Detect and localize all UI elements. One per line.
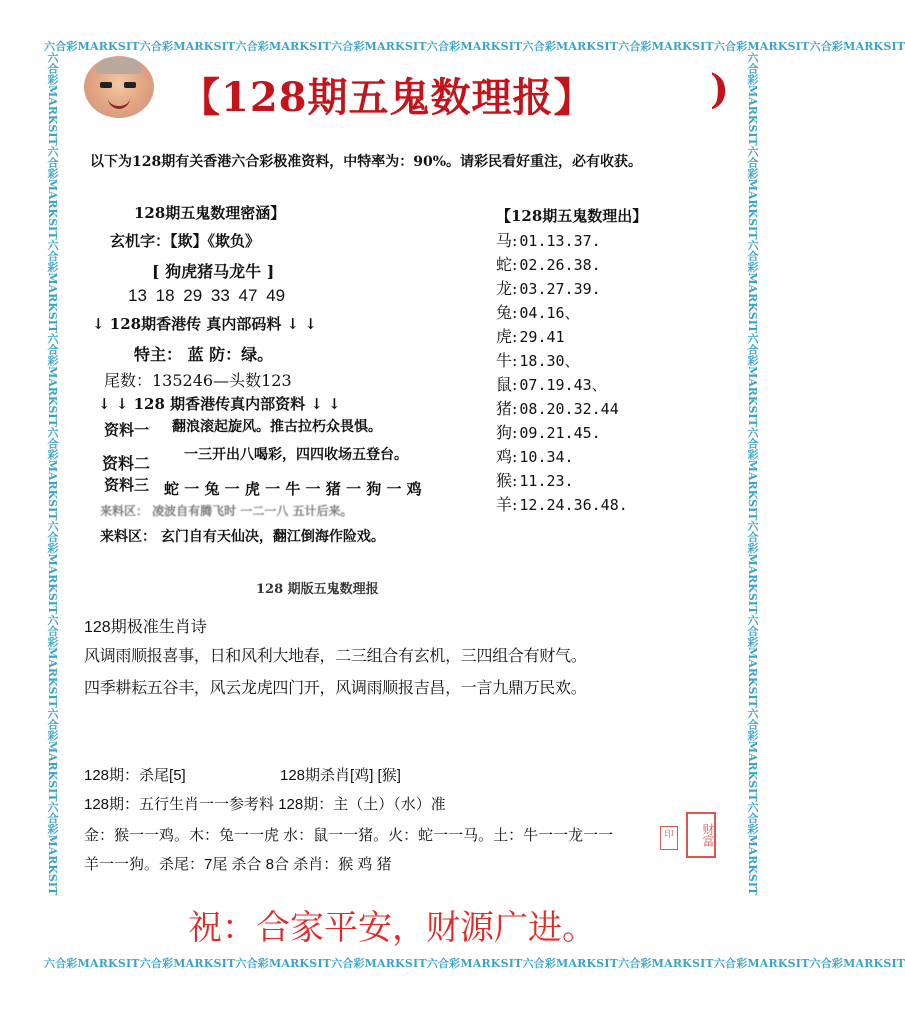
data2-text: 一三开出八喝彩，四四收场五登台。 — [184, 447, 408, 463]
list-item: 龙: 03.27.39. — [496, 279, 601, 298]
elements-detail-1: 金：猴一一鸡。木：兔一一虎 水：鼠一一猪。火：蛇一一马。土：牛一一龙一一 — [84, 827, 614, 844]
elements-detail-2: 羊一一狗。杀尾：7尾 杀合 8合 杀肖：猴 鸡 猪 — [84, 856, 392, 873]
xuanji-line: 玄机字：【欺】《欺负》 — [110, 232, 261, 250]
kill-tail: 128期：杀尾[5] — [84, 767, 186, 784]
list-item: 蛇: 02.26.38. — [496, 255, 601, 274]
title-paren: ) — [710, 66, 729, 113]
data1-label: 资料一 — [104, 421, 150, 439]
intro-text: 以下为128期有关香港六合彩极准资料，中特率为：90%。请彩民看好重注，必有收获。 — [90, 154, 643, 170]
blurred-line-1: 来料区： 凌波自有腾飞时 一二一八 五计后来。 — [100, 504, 353, 518]
list-item: 鸡: 10.34. — [496, 447, 574, 466]
list-item: 猪: 08.20.32.44 — [496, 399, 619, 418]
list-item: 牛: 18.30、 — [496, 351, 580, 370]
poem-line-1: 风调雨顺报喜事，日和风利大地春，二三组合有玄机，三四组合有财气。 — [84, 648, 587, 665]
list-item: 虎: 29.41 — [496, 327, 565, 346]
zodiac-line: [ 狗虎猪马龙牛 ] — [152, 262, 275, 281]
border-right: 六合彩MARKSIT六合彩MARKSIT六合彩MARKSIT六合彩MARKSIT六合彩MARKSIT六合彩MARKSIT六合彩MARKSIT六合彩MARKSIT六合彩MARKSIT — [746, 52, 759, 896]
list-item: 鼠: 07.19.43、 — [496, 375, 607, 394]
poem-title: 128期极准生肖诗 — [84, 619, 207, 636]
data1-text: 翻浪滚起旋风。推古拉朽众畏惧。 — [172, 419, 382, 435]
poem-line-2: 四季耕耘五谷丰，风云龙虎四门开，风调雨顺报吉昌，一言九鼎万民欢。 — [84, 680, 587, 697]
blessing: 祝：合家平安，财源广进。 — [188, 909, 596, 947]
data2-label: 资料二 — [102, 454, 151, 473]
numbers-line: 13 18 29 33 47 49 — [128, 286, 286, 305]
special-line: 特主： 蓝 防：绿。 — [134, 345, 274, 364]
border-bottom: 六合彩MARKSIT六合彩MARKSIT六合彩MARKSIT六合彩MARKSIT六合彩MARKSIT六合彩MARKSIT六合彩MARKSIT六合彩MARKSIT六合彩MARKSIT — [44, 957, 905, 970]
list-item: 羊: 12.24.36.48. — [496, 495, 628, 514]
list-item: 马: 01.13.37. — [496, 231, 601, 250]
mid-caption: 128 期版五鬼数理报 — [256, 582, 379, 597]
tail-line: 尾数：135246—头数123 — [104, 371, 292, 390]
list-item: 猴: 11.23. — [496, 471, 574, 490]
data3-text: 蛇 一 兔 一 虎 一 牛 一 猪 一 狗 一 鸡 — [164, 480, 422, 498]
mini-seal: 印 — [660, 826, 678, 850]
inner-code-line: ↓ 128期香港传 真内部码料 ↓ ↓ — [92, 315, 317, 333]
blurred-line-2: 来料区： 玄门自有天仙决，翻江倒海作险戏。 — [100, 529, 385, 545]
left-heading: 128期五鬼数理密涵】 — [134, 204, 286, 222]
zodiac-number-list — [496, 229, 628, 517]
border-left: 六合彩MARKSIT六合彩MARKSIT六合彩MARKSIT六合彩MARKSIT六合彩MARKSIT六合彩MARKSIT六合彩MARKSIT六合彩MARKSIT六合彩MARKSIT — [46, 52, 59, 896]
five-elements-line: 128期：五行生肖一一参考料 128期：主（土）（水）准 — [84, 796, 446, 813]
inner-data-line: ↓ ↓ 128 期香港传真内部资料 ↓ ↓ — [98, 395, 341, 413]
page-title: 【128期五鬼数理报】 — [180, 74, 595, 121]
list-item: 兔: 04.16、 — [496, 303, 580, 322]
red-seal: 财富 — [686, 812, 716, 858]
avatar — [84, 56, 154, 118]
data3-label: 资料三 — [104, 476, 150, 494]
right-heading: 【128期五鬼数理出】 — [496, 207, 648, 225]
kill-zodiac: 128期杀肖[鸡] [猴] — [280, 767, 401, 784]
list-item: 狗: 09.21.45. — [496, 423, 601, 442]
border-top: 六合彩MARKSIT六合彩MARKSIT六合彩MARKSIT六合彩MARKSIT六合彩MARKSIT六合彩MARKSIT六合彩MARKSIT六合彩MARKSIT六合彩MARKSIT — [44, 40, 905, 53]
